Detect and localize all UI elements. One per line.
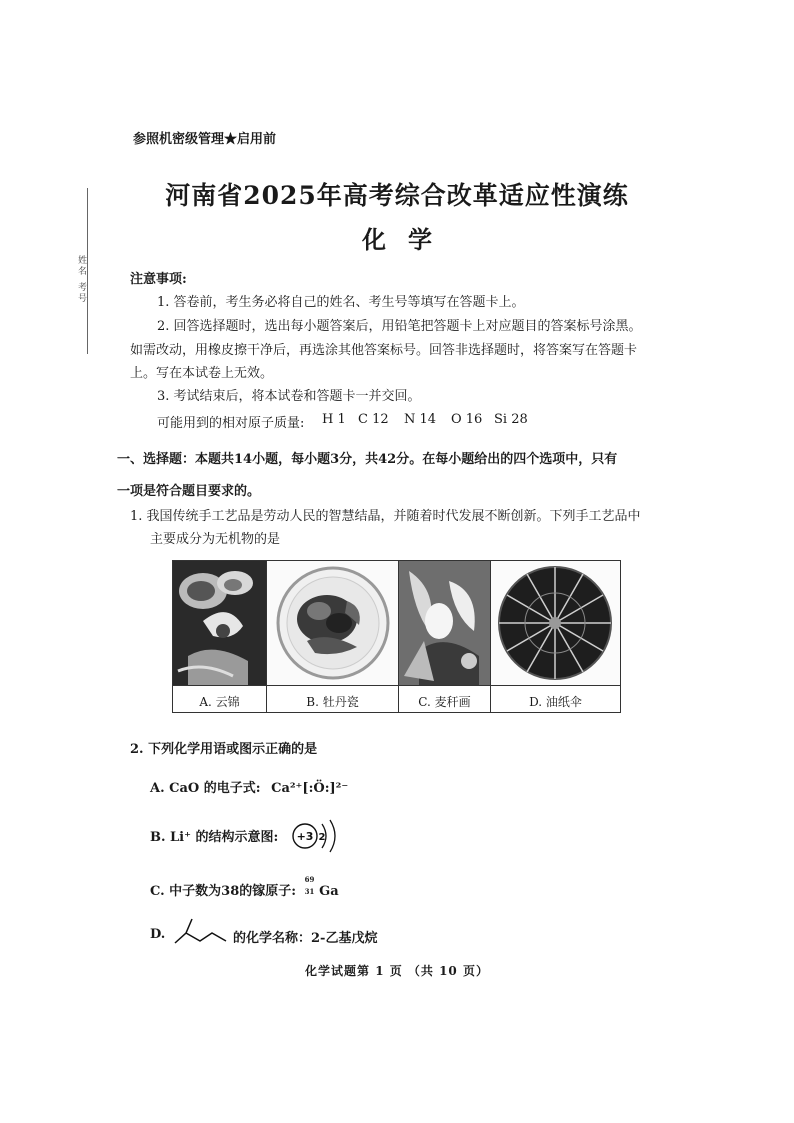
q2-option-c <box>150 875 339 899</box>
question-2-stem: 2. 下列化学用语或图示正确的是 <box>130 742 318 757</box>
ga-mass-number: 69 <box>304 875 315 884</box>
skeletal-formula-diagram <box>172 911 232 947</box>
section-1-heading-cont: 一项是符合题目要求的。 <box>117 484 261 499</box>
yunjin-image <box>173 561 266 685</box>
note-item-2-cont: 如需改动，用橡皮擦干净后，再选涂其他答案标号。回答非选择题时，将答案写在答题卡 <box>130 343 638 358</box>
q2-option-a-prefix: A. CaO 的电子式: <box>150 781 261 796</box>
straw-painting-image <box>399 561 490 685</box>
option-c-caption: C. 麦秆画 <box>418 695 471 709</box>
option-a-caption: A. 云锦 <box>199 695 240 709</box>
binding-margin-text: 姓名 考号 <box>76 255 86 304</box>
atomic-mass-c: C 12 <box>358 412 389 427</box>
caption-rule <box>173 685 620 686</box>
question-1-image-table <box>172 560 621 713</box>
section-1-heading: 一、选择题：本题共14小题，每小题3分，共42分。在每小题给出的四个选项中，只有 <box>117 452 618 467</box>
q2-option-d <box>150 927 165 942</box>
note-item-3: 3. 考试结束后，将本试卷和答题卡一并交回。 <box>157 389 421 404</box>
atomic-mass-o: O 16 <box>451 412 483 427</box>
cao-electron-formula: Ca²⁺[:Ö:]²⁻ <box>271 781 349 796</box>
q2-option-a <box>150 777 348 796</box>
peony-porcelain-image <box>267 561 398 685</box>
option-b-caption: B. 牡丹瓷 <box>306 695 359 709</box>
subject-title: 化学 <box>362 225 454 254</box>
confidential-label: 参照机密级管理★启用前 <box>133 132 277 147</box>
question-1-stem: 1. 我国传统手工艺品是劳动人民的智慧结晶，并随着时代发展不断创新。下列手工艺品中 <box>130 509 641 524</box>
q2-option-c-prefix: C. 中子数为38的镓原子: <box>150 884 297 899</box>
atomic-mass-n: N 14 <box>404 412 437 427</box>
page-footer: 化学试题第 1 页 （共 10 页） <box>305 964 489 978</box>
li-shell-electrons: 2 <box>318 832 326 843</box>
atomic-mass-si: Si 28 <box>494 412 528 427</box>
q2-option-b-prefix: B. Li⁺ 的结构示意图: <box>150 830 279 845</box>
note-item-1: 1. 答卷前，考生务必将自己的姓名、考生号等填写在答题卡上。 <box>157 295 525 310</box>
q2-option-b <box>150 826 278 845</box>
note-item-2: 2. 回答选择题时，选出每小题答案后，用铅笔把答题卡上对应题目的答案标号涂黑。 <box>157 319 642 334</box>
atomic-mass-h: H 1 <box>322 412 346 427</box>
atomic-mass-label: 可能用到的相对原子质量: <box>157 416 305 431</box>
oil-paper-umbrella-image <box>491 561 620 685</box>
note-item-2-cont2: 上。写在本试卷上无效。 <box>130 366 274 381</box>
exam-title: 河南省2025年高考综合改革适应性演练 <box>165 181 629 210</box>
li-nucleus-charge: +3 <box>296 830 314 843</box>
notes-heading: 注意事项: <box>130 272 187 287</box>
li-ion-structure-diagram <box>292 816 358 856</box>
question-1-stem-cont: 主要成分为无机物的是 <box>150 532 281 547</box>
ga-atomic-number: 31 <box>304 887 315 896</box>
option-d-caption: D. 油纸伞 <box>529 695 582 709</box>
ga-symbol: Ga <box>319 884 339 899</box>
q2-option-d-name: 的化学名称：2-乙基戊烷 <box>233 931 378 946</box>
q2-option-d-prefix: D. <box>150 927 166 942</box>
